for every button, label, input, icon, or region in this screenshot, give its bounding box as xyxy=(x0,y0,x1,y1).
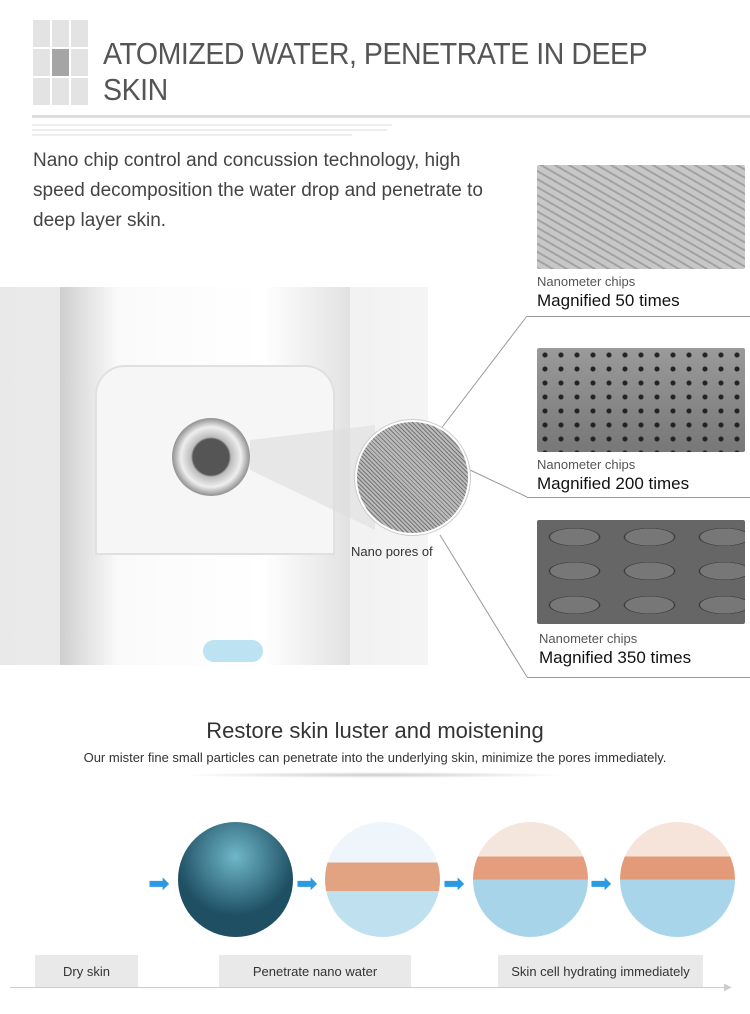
chip-label: Nanometer chips xyxy=(537,457,636,472)
nano-pores-magnified xyxy=(355,420,470,535)
chip-label: Nanometer chips xyxy=(539,631,638,646)
stage-label: Skin cell hydrating immediately xyxy=(498,955,703,987)
stage-dry-skin xyxy=(30,822,145,937)
section-subtitle: Our mister fine small particles can penetrate into the underlying skin, minimize the pores immediately. xyxy=(83,750,667,765)
arrow-right-icon: ➡ xyxy=(443,868,465,898)
stage-hydrate-3 xyxy=(620,822,735,937)
nano-pores-label: Nano pores of xyxy=(351,544,433,559)
stage-penetrate xyxy=(178,822,293,937)
chip-magnification: Magnified 200 times xyxy=(537,474,690,493)
arrow-right-icon: ➡ xyxy=(296,868,318,898)
chip-magnification: Magnified 350 times xyxy=(539,648,692,667)
divider xyxy=(180,772,570,778)
stage-label: Penetrate nano water xyxy=(219,955,411,987)
chip-50x-image xyxy=(537,165,745,269)
divider xyxy=(527,497,750,498)
page-title: ATOMIZED WATER, PENETRATE IN DEEP SKIN xyxy=(103,36,647,107)
chip-label: Nanometer chips xyxy=(537,274,636,289)
chip-magnification: Magnified 50 times xyxy=(537,291,680,310)
intro-text: Nano chip control and concussion technology, high speed decomposition the water drop and penetrate to deep layer skin. xyxy=(33,150,483,231)
stage-label: Dry skin xyxy=(35,955,138,987)
divider xyxy=(527,677,750,678)
section-title: Restore skin luster and moistening xyxy=(206,718,544,743)
timeline-axis xyxy=(10,987,728,988)
chip-200x-image xyxy=(537,348,745,452)
arrow-right-icon: ➡ xyxy=(148,868,170,898)
chip-350x-image xyxy=(537,520,745,624)
arrow-right-icon: ➡ xyxy=(590,868,612,898)
divider xyxy=(527,316,750,317)
stage-hydrate-1 xyxy=(325,822,440,937)
arrow-head-icon: ▶ xyxy=(724,982,732,993)
stage-hydrate-2 xyxy=(473,822,588,937)
